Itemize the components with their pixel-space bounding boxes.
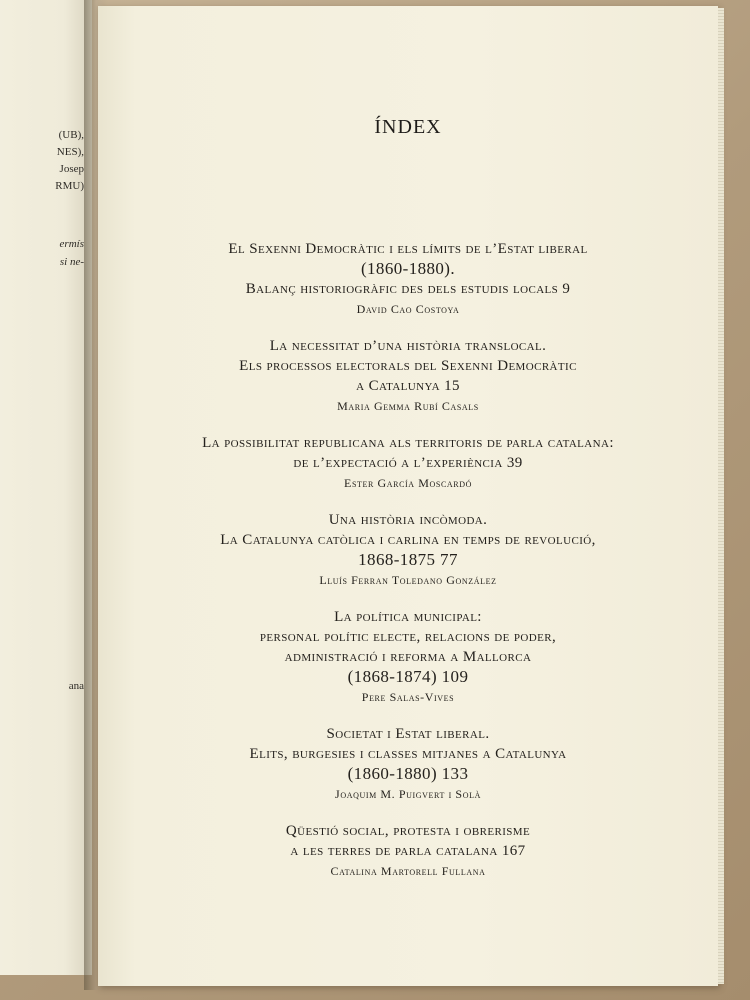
entry-title-line: Una història incòmoda. <box>328 512 488 528</box>
entry-title-line: La possibilitat republicana als territoris de parla catalana: <box>202 435 614 451</box>
index-entry <box>98 724 718 803</box>
left-page-text-fragment: Josep <box>59 163 84 175</box>
entry-author: Pere Salas-Vives <box>361 690 455 704</box>
entry-title-line: administració i reforma a Mallorca <box>284 649 532 665</box>
entry-author: Joaquim M. Puigvert i Solà <box>335 787 481 801</box>
page-edge <box>718 8 724 984</box>
entry-author: Ester García Moscardó <box>344 476 472 490</box>
page-title: ÍNDEX <box>374 116 442 138</box>
entry-title-line: de l’expectació a l’experiència 39 <box>293 455 523 471</box>
left-page-text-fragment: NES), <box>56 146 84 158</box>
entry-title-line: La necessitat d’una història translocal. <box>269 338 547 354</box>
entry-title-line: Balanç historiogràfic des dels estudis locals 9 <box>245 281 571 297</box>
index-entry <box>98 607 718 706</box>
left-page <box>0 0 92 975</box>
index-entry <box>98 433 718 492</box>
left-page-text-fragment: si ne- <box>59 256 84 268</box>
entry-title-line: Els processos electorals del Sexenni Democràtic <box>239 358 577 374</box>
index-entry <box>98 510 718 589</box>
left-page-text-fragment: (UB), <box>58 129 84 141</box>
index-entry <box>98 239 718 318</box>
left-page-text-fragment: RMU) <box>55 180 84 192</box>
index-entries <box>98 239 718 898</box>
entry-title-line: (1860-1880). <box>360 259 456 278</box>
entry-author: Maria Gemma Rubí Casals <box>337 399 479 413</box>
entry-title-line: Qüestió social, protesta i obrerisme <box>285 823 531 839</box>
index-entry <box>98 821 718 880</box>
entry-title-line: La Catalunya catòlica i carlina en temps de revolució, <box>220 532 596 548</box>
entry-author: David Cao Costoya <box>356 302 460 316</box>
left-page-text-fragment: ana <box>68 680 84 692</box>
entry-title-line: La política municipal: <box>334 609 482 625</box>
entry-author: Catalina Martorell Fullana <box>330 864 486 878</box>
entry-author: Lluís Ferran Toledano González <box>319 573 497 587</box>
entry-title-line: personal polític electe, relacions de poder, <box>259 629 557 645</box>
entry-title-line: (1868-1874) 109 <box>347 667 469 686</box>
entry-title-line: (1860-1880) 133 <box>347 764 469 783</box>
right-page <box>98 6 718 986</box>
index-entry <box>98 336 718 415</box>
entry-title-line: Societat i Estat liberal. <box>326 726 490 742</box>
entry-title-line: a Catalunya 15 <box>356 378 460 394</box>
entry-title-line: Elits, burgesies i classes mitjanes a Catalunya <box>249 746 567 762</box>
entry-title-line: 1868-1875 77 <box>358 550 458 569</box>
left-page-text-fragment: ermís <box>59 238 84 250</box>
entry-title-line: El Sexenni Democràtic i els límits de l’Estat liberal <box>228 241 588 257</box>
entry-title-line: a les terres de parla catalana 167 <box>290 843 526 859</box>
